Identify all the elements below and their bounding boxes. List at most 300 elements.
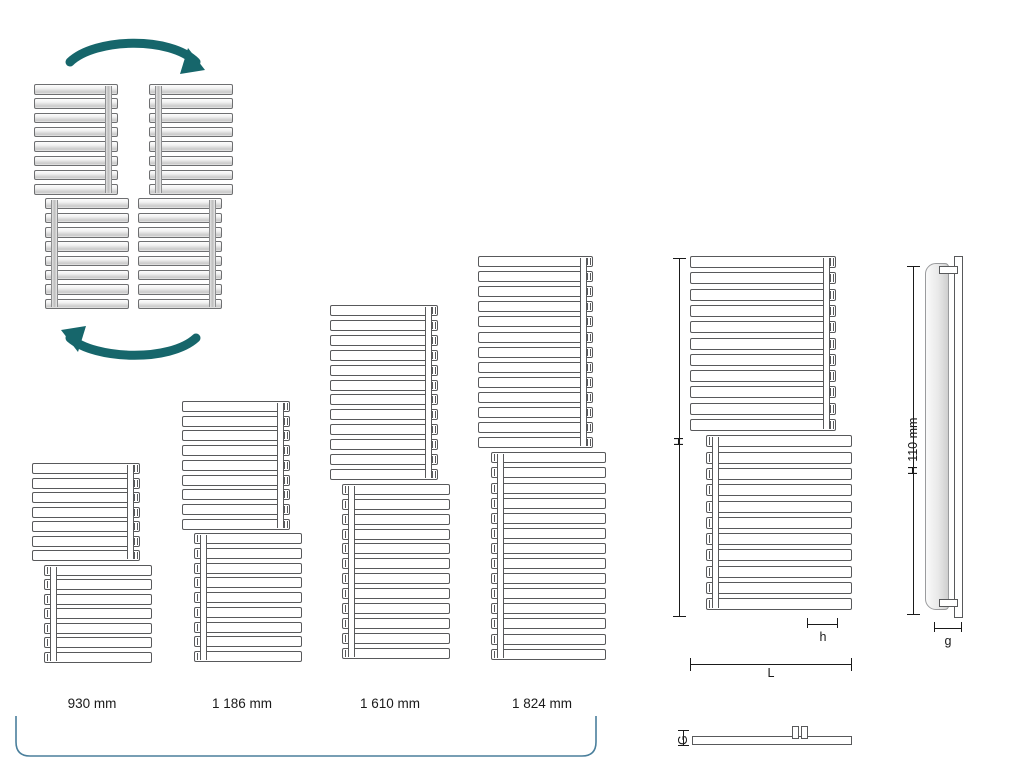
radiator-slot-mark: [134, 509, 135, 516]
radiator-bar: [706, 549, 852, 561]
radiator-connector-rail: [580, 258, 587, 446]
radiator-bar: [182, 445, 290, 456]
radiator-bar: [491, 618, 606, 629]
radiator-bar: [478, 256, 593, 267]
radiator-bar: [194, 563, 302, 574]
radiator-front-view: [690, 256, 852, 610]
radiator-slot-mark: [197, 579, 198, 586]
radiator-bar: [194, 607, 302, 618]
radiator-bar: [32, 463, 140, 474]
radiator-slot-mark: [709, 486, 710, 494]
radiator-slot-mark: [200, 550, 201, 557]
radiator-slot-mark: [345, 531, 346, 538]
radiator-slot-mark: [200, 579, 201, 586]
radiator-bottom-view: [672, 726, 852, 752]
radiator-slot-mark: [348, 531, 349, 538]
radiator-slot-mark: [587, 439, 588, 446]
radiator-slot-mark: [587, 273, 588, 280]
connection-spacing-line: [807, 624, 838, 625]
radiator-slot-mark: [287, 477, 288, 484]
radiator-bar: [32, 478, 140, 489]
radiator-slot-mark: [50, 639, 51, 646]
radiator-slot-mark: [435, 471, 436, 478]
radiator-slot-mark: [590, 364, 591, 371]
connection-spacing-label: h: [819, 630, 827, 644]
radiator-bar: [182, 460, 290, 471]
radiator-slot-mark: [287, 418, 288, 425]
radiator-bar: [706, 533, 852, 545]
radiator-bar: [342, 648, 450, 659]
radiator-slot-mark: [590, 303, 591, 310]
radiator-slot-mark: [587, 379, 588, 386]
bottom-view-plate: [692, 736, 852, 745]
radiator-slot-mark: [833, 372, 834, 380]
radiator-bar: [330, 469, 438, 480]
radiator-bar: [491, 498, 606, 509]
radiator-bar: [706, 501, 852, 513]
radiator-bar: [330, 350, 438, 361]
radiator-slot-mark: [587, 394, 588, 401]
radiator-slot-mark: [287, 491, 288, 498]
radiator-slot-mark: [587, 409, 588, 416]
radiator-slot-mark: [494, 530, 495, 537]
radiator-slot-mark: [712, 486, 713, 494]
radiator-slot-mark: [590, 334, 591, 341]
radiator-slot-mark: [494, 500, 495, 507]
radiator-bar: [491, 634, 606, 645]
size-label-1186: 1 186 mm: [211, 696, 273, 711]
radiator-slot-mark: [709, 454, 710, 462]
radiator-slot-mark: [494, 575, 495, 582]
radiator-bar: [478, 407, 593, 418]
radiator-slot-mark: [494, 454, 495, 461]
radiator-bar: [706, 435, 852, 447]
radiator-bar: [330, 365, 438, 376]
radiator-slot-mark: [833, 274, 834, 282]
radiator-slot-mark: [348, 590, 349, 597]
radiator-slot-mark: [284, 403, 285, 410]
radiator-bar: [690, 370, 836, 382]
radiator-slot-mark: [287, 447, 288, 454]
radiator-bar: [690, 305, 836, 317]
radiator-bar: [330, 394, 438, 405]
radiator-bar: [478, 362, 593, 373]
radiator-slot-mark: [833, 323, 834, 331]
radiator-slot-mark: [345, 560, 346, 567]
height-dimension-cap-top: [673, 258, 686, 259]
radiator-bar: [194, 622, 302, 633]
radiator-slot-mark: [709, 503, 710, 511]
width-dimension-label: L: [767, 666, 775, 680]
radiator-slot-mark: [590, 318, 591, 325]
radiator-slot-mark: [712, 568, 713, 576]
radiator-bar: [194, 548, 302, 559]
radiator-slot-mark: [47, 625, 48, 632]
side-height-cap-bottom: [907, 614, 920, 615]
radiator-slot-mark: [50, 610, 51, 617]
side-view-top-connector: [939, 266, 958, 274]
radiator-slot-mark: [348, 650, 349, 657]
radiator-slot-mark: [497, 620, 498, 627]
radiator-slot-mark: [287, 403, 288, 410]
radiator-slot-mark: [432, 471, 433, 478]
radiator-slot-mark: [435, 337, 436, 344]
radiator-bar: [342, 618, 450, 629]
radiator-slot-mark: [47, 596, 48, 603]
radiator-slot-mark: [435, 307, 436, 314]
radiator-slot-mark: [494, 560, 495, 567]
radiator-connector-rail: [425, 307, 432, 478]
radiator-slot-mark: [590, 394, 591, 401]
radiator-slot-mark: [830, 323, 831, 331]
radiator-slot-mark: [432, 396, 433, 403]
radiator-slot-mark: [197, 594, 198, 601]
radiator-slot-mark: [200, 653, 201, 660]
radiator-connector-rail: [823, 258, 830, 429]
radiator-bar: [194, 636, 302, 647]
radiator-slot-mark: [348, 635, 349, 642]
radiator-slot-mark: [432, 411, 433, 418]
radiator-slot-mark: [830, 274, 831, 282]
radiator-bar: [182, 401, 290, 412]
radiator-slot-mark: [134, 480, 135, 487]
radiator-slot-mark: [494, 651, 495, 658]
radiator-slot-mark: [590, 288, 591, 295]
radiator-bar: [491, 649, 606, 660]
radiator-slot-mark: [435, 396, 436, 403]
radiator-slot-mark: [432, 307, 433, 314]
radiator-slot-mark: [497, 651, 498, 658]
radiator-slot-mark: [435, 382, 436, 389]
radiator-slot-mark: [137, 523, 138, 530]
depth-dimension-cap-left: [934, 622, 935, 632]
radiator-bar: [706, 598, 852, 610]
radiator-bar: [690, 338, 836, 350]
radiator-bar: [32, 521, 140, 532]
radiator-slot-mark: [830, 340, 831, 348]
radiator-bar: [491, 452, 606, 463]
radiator-slot-mark: [830, 421, 831, 429]
radiator-slot-mark: [345, 650, 346, 657]
depth-dimension-line: [934, 628, 962, 629]
radiator-slot-mark: [197, 638, 198, 645]
radiator-slot-mark: [137, 538, 138, 545]
side-view-back-rail: [954, 256, 963, 618]
radiator-slot-mark: [712, 535, 713, 543]
side-height-dimension-label: H-110 mm: [906, 417, 920, 475]
radiator-bar: [44, 608, 152, 619]
radiator-slot-mark: [497, 605, 498, 612]
radiator-slot-mark: [50, 625, 51, 632]
radiator-slot-mark: [197, 653, 198, 660]
radiator-slot-mark: [284, 491, 285, 498]
radiator-bar: [491, 543, 606, 554]
radiator-bar: [478, 301, 593, 312]
radiator-bar: [478, 332, 593, 343]
radiator-slot-mark: [348, 516, 349, 523]
radiator-connector-rail: [712, 437, 719, 608]
radiator-slot-mark: [587, 303, 588, 310]
radiator-bar: [342, 588, 450, 599]
radiator-slot-mark: [197, 535, 198, 542]
radiator-bar: [194, 577, 302, 588]
radiator-slot-mark: [709, 584, 710, 592]
radiator-slot-mark: [287, 521, 288, 528]
radiator-slot-mark: [200, 565, 201, 572]
radiator-slot-mark: [345, 605, 346, 612]
radiator-bar: [32, 550, 140, 561]
radiator-slot-mark: [284, 477, 285, 484]
radiator-bar: [44, 652, 152, 663]
radiator-slot-mark: [833, 405, 834, 413]
depth-dimension-label: g: [944, 634, 952, 648]
radiator-slot-mark: [47, 581, 48, 588]
radiator-slot-mark: [435, 367, 436, 374]
radiator-slot-mark: [712, 600, 713, 608]
radiator-bar: [32, 507, 140, 518]
radiator-connector-rail: [50, 567, 57, 661]
radiator-slot-mark: [345, 635, 346, 642]
radiator-slot-mark: [200, 535, 201, 542]
radiator-slot-mark: [435, 456, 436, 463]
radiator-bar: [182, 504, 290, 515]
radiator-bar: [491, 558, 606, 569]
radiator-slot-mark: [497, 485, 498, 492]
size-label-930: 930 mm: [67, 696, 117, 711]
rotation-arrow-path: [70, 338, 196, 355]
radiator-bar: [491, 483, 606, 494]
radiator-bar: [182, 519, 290, 530]
radiator-bar: [491, 467, 606, 478]
radiator-slot-mark: [200, 638, 201, 645]
radiator-slot-mark: [590, 409, 591, 416]
radiator-slot-mark: [712, 551, 713, 559]
radiator-slot-mark: [833, 291, 834, 299]
bottom-depth-cap-top: [678, 730, 689, 731]
radiator-bar: [706, 582, 852, 594]
radiator-slot-mark: [435, 411, 436, 418]
radiator-slot-mark: [47, 567, 48, 574]
radiator-slot-mark: [284, 521, 285, 528]
radiator-slot-mark: [590, 258, 591, 265]
radiator-bar: [44, 594, 152, 605]
radiator-bar: [44, 565, 152, 576]
radiator-slot-mark: [590, 273, 591, 280]
radiator-slot-mark: [197, 624, 198, 631]
radiator-slot-mark: [432, 322, 433, 329]
radiator-slot-mark: [494, 469, 495, 476]
radiator-bar: [330, 305, 438, 316]
bottom-depth-dimension-label: G: [676, 735, 690, 745]
radiator-slot-mark: [587, 288, 588, 295]
radiator-slot-mark: [497, 575, 498, 582]
radiator-slot-mark: [830, 372, 831, 380]
radiator-slot-mark: [497, 515, 498, 522]
radiator-bar: [491, 588, 606, 599]
radiator-bar: [478, 437, 593, 448]
radiator-slot-mark: [833, 356, 834, 364]
radiator-slot-mark: [494, 515, 495, 522]
size-label-1824: 1 824 mm: [511, 696, 573, 711]
radiator-slot-mark: [712, 470, 713, 478]
radiator-bar: [690, 321, 836, 333]
radiator-slot-mark: [348, 575, 349, 582]
radiator-slot-mark: [134, 523, 135, 530]
radiator-bar: [182, 416, 290, 427]
radiator-slot-mark: [287, 432, 288, 439]
radiator-connector-rail: [200, 535, 207, 660]
radiator-bar: [706, 452, 852, 464]
radiator-slot-mark: [833, 340, 834, 348]
radiator-slot-mark: [494, 485, 495, 492]
radiator-slot-mark: [712, 454, 713, 462]
radiator-slot-mark: [587, 349, 588, 356]
radiator-slot-mark: [590, 379, 591, 386]
radiator-bar: [330, 380, 438, 391]
radiator-slot-mark: [587, 424, 588, 431]
radiator-slot-mark: [709, 519, 710, 527]
radiator-slot-mark: [590, 424, 591, 431]
width-dimension-cap-right: [851, 658, 852, 671]
radiator-slot-mark: [494, 636, 495, 643]
radiator-slot-mark: [137, 480, 138, 487]
side-height-cap-top: [907, 266, 920, 267]
radiator-bar: [478, 392, 593, 403]
radiator-bar: [478, 377, 593, 388]
radiator-slot-mark: [348, 560, 349, 567]
radiator-connector-rail: [348, 486, 355, 657]
radiator-bar: [342, 499, 450, 510]
radiator-bar: [690, 256, 836, 268]
radiator-slot-mark: [432, 456, 433, 463]
radiator-slot-mark: [590, 349, 591, 356]
radiator-slot-mark: [432, 441, 433, 448]
radiator-connector-rail: [127, 465, 134, 559]
radiator-slot-mark: [497, 560, 498, 567]
radiator-slot-mark: [830, 307, 831, 315]
radiator-bar: [342, 603, 450, 614]
radiator-slot-mark: [50, 581, 51, 588]
radiator-slot-mark: [348, 501, 349, 508]
radiator-bar: [342, 529, 450, 540]
radiator-bar: [32, 536, 140, 547]
radiator-bar: [182, 489, 290, 500]
radiator-bar: [330, 439, 438, 450]
radiator-slot-mark: [709, 568, 710, 576]
radiator-slot-mark: [134, 494, 135, 501]
connection-spacing-cap-right: [837, 618, 838, 628]
radiator-slot-mark: [200, 594, 201, 601]
radiator-slot-mark: [435, 441, 436, 448]
radiator-slot-mark: [709, 551, 710, 559]
radiator-slot-mark: [197, 550, 198, 557]
radiator-bar: [690, 403, 836, 415]
radiator-slot-mark: [432, 426, 433, 433]
radiator-slot-mark: [497, 590, 498, 597]
radiator-slot-mark: [587, 334, 588, 341]
radiator-slot-mark: [47, 610, 48, 617]
radiator-bar: [342, 558, 450, 569]
radiator-side-view: [925, 256, 973, 616]
radiator-slot-mark: [712, 519, 713, 527]
radiator-bar: [690, 419, 836, 431]
radiator-slot-mark: [494, 590, 495, 597]
height-dimension-cap-bottom: [673, 616, 686, 617]
side-view-panel: [925, 263, 949, 610]
radiator-size-930: [32, 463, 152, 663]
radiator-bar: [706, 484, 852, 496]
radiator-slot-mark: [712, 584, 713, 592]
radiator-slot-mark: [833, 388, 834, 396]
radiator-slot-mark: [287, 506, 288, 513]
radiator-slot-mark: [284, 432, 285, 439]
radiator-size-1186: [182, 401, 302, 662]
radiator-bar: [690, 272, 836, 284]
radiator-slot-mark: [137, 465, 138, 472]
radiator-slot-mark: [435, 322, 436, 329]
radiator-bar: [478, 347, 593, 358]
size-label-1610: 1 610 mm: [359, 696, 421, 711]
radiator-bar: [706, 517, 852, 529]
width-dimension-cap-left: [690, 658, 691, 671]
radiator-slot-mark: [137, 509, 138, 516]
radiator-slot-mark: [587, 258, 588, 265]
radiator-slot-mark: [494, 605, 495, 612]
radiator-slot-mark: [712, 437, 713, 445]
radiator-slot-mark: [47, 654, 48, 661]
radiator-bar: [44, 623, 152, 634]
radiator-connector-rail: [497, 454, 504, 657]
radiator-slot-mark: [345, 620, 346, 627]
radiator-slot-mark: [830, 291, 831, 299]
radiator-slot-mark: [137, 552, 138, 559]
radiator-slot-mark: [432, 367, 433, 374]
radiator-bar: [44, 579, 152, 590]
radiator-slot-mark: [497, 636, 498, 643]
radiator-slot-mark: [197, 609, 198, 616]
radiator-bar: [330, 454, 438, 465]
radiator-slot-mark: [833, 258, 834, 266]
radiator-slot-mark: [587, 364, 588, 371]
radiator-slot-mark: [830, 258, 831, 266]
radiator-connector-rail: [277, 403, 284, 528]
radiator-slot-mark: [497, 500, 498, 507]
radiator-slot-mark: [134, 552, 135, 559]
radiator-bar: [491, 528, 606, 539]
radiator-bar: [44, 637, 152, 648]
radiator-slot-mark: [284, 447, 285, 454]
radiator-bar: [706, 566, 852, 578]
radiator-slot-mark: [50, 596, 51, 603]
radiator-bar: [330, 424, 438, 435]
radiator-slot-mark: [712, 503, 713, 511]
radiator-slot-mark: [345, 516, 346, 523]
radiator-bar: [342, 543, 450, 554]
radiator-bar: [690, 386, 836, 398]
radiator-slot-mark: [494, 545, 495, 552]
radiator-bar: [194, 592, 302, 603]
width-dimension-line: [690, 664, 852, 665]
radiator-slot-mark: [348, 545, 349, 552]
bottom-depth-cap-bottom: [678, 745, 689, 746]
radiator-bar: [478, 286, 593, 297]
radiator-slot-mark: [497, 530, 498, 537]
radiator-slot-mark: [497, 545, 498, 552]
radiator-slot-mark: [348, 620, 349, 627]
bottom-view-connector-right: [801, 726, 808, 739]
radiator-size-1824: [478, 256, 606, 660]
radiator-bar: [32, 492, 140, 503]
